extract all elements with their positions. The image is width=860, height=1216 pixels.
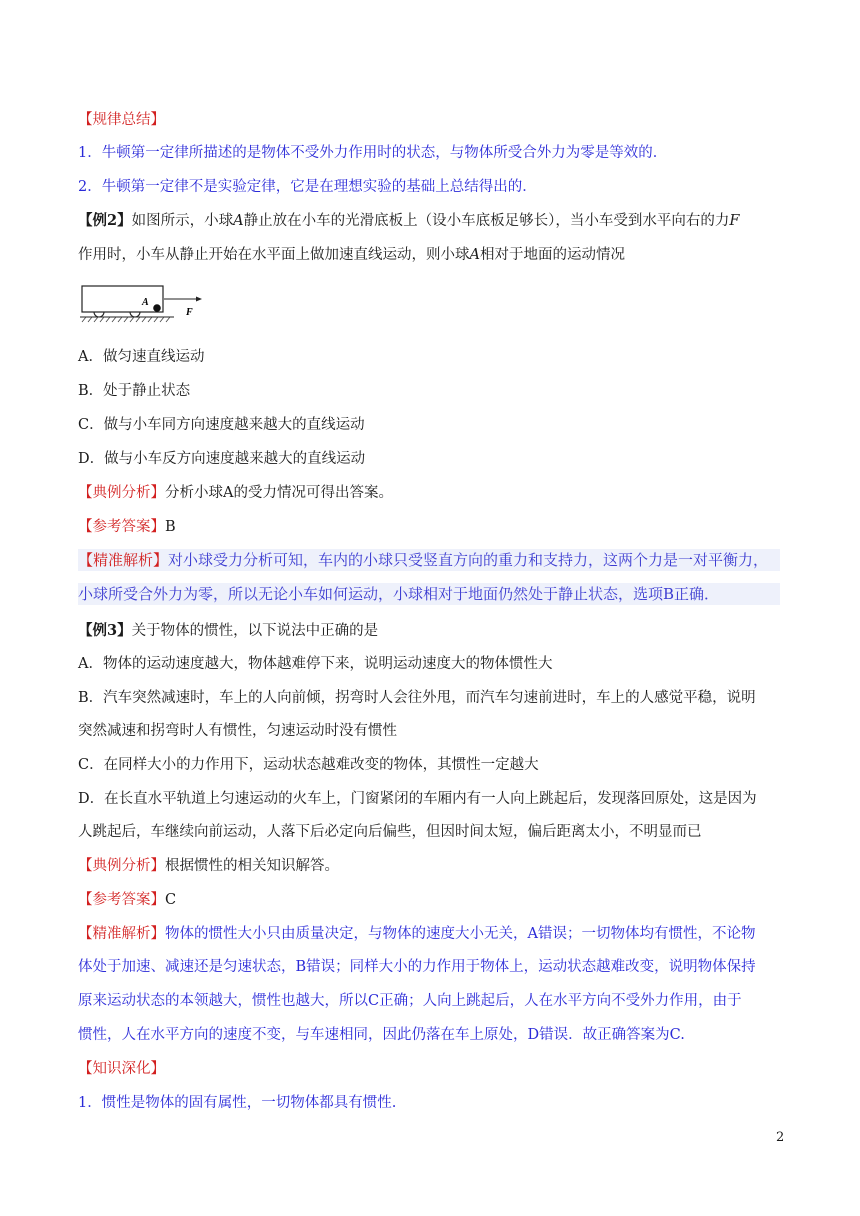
example-2-explanation-line-1: 【精准解析】对小球受力分析可知，车内的小球只受竖直方向的重力和支持力，这两个力是一对平衡力， — [78, 549, 780, 571]
example-3-option-c: C．在同样大小的力作用下，运动状态越难改变的物体，其惯性一定越大 — [78, 757, 539, 773]
example-3-analysis: 【典例分析】根据惯性的相关知识解答。 — [78, 858, 339, 874]
example-3-explanation-line-1: 【精准解析】物体的惯性大小只由质量决定，与物体的速度大小无关，A错误；一切物体均有惯性，不论物 — [78, 926, 756, 942]
answer-tag: 【参考答案】 — [78, 519, 165, 535]
example-3-explanation-line-4: 惯性，人在水平方向的速度不变，与车速相同，因此仍落在车上原处，D错误．故正确答案为C. — [78, 1027, 685, 1043]
example-3-answer: 【参考答案】C — [78, 892, 177, 908]
example-3-explanation-line-2: 体处于加速、减速还是匀速状态，B错误；同样大小的力作用于物体上，运动状态越难改变，说明物体保持 — [78, 959, 756, 975]
ground-hatch — [82, 317, 170, 322]
example-3-explanation-line-3: 原来运动状态的本领越大，惯性也越大，所以C正确；人向上跳起后，人在水平方向不受外力作用，由于 — [78, 993, 742, 1009]
cart-body — [82, 286, 163, 312]
knowledge-point-1: 1．惯性是物体的固有属性，一切物体都具有惯性. — [78, 1095, 397, 1111]
example-2-option-b: B．处于静止状态 — [78, 383, 191, 399]
example-2-explanation-line-2: 小球所受合外力为零，所以无论小车如何运动，小球相对于地面仍然处于静止状态，选项B正确． — [78, 583, 780, 605]
example-2-option-a: A．做匀速直线运动 — [78, 349, 205, 365]
force-arrowhead — [196, 297, 202, 302]
wheel-left — [94, 312, 104, 317]
page-number: 2 — [776, 1130, 785, 1145]
answer-tag: 【参考答案】 — [78, 892, 165, 908]
example-3-option-d-line-1: D．在长直水平轨道上匀速运动的火车上，门窗紧闭的车厢内有一人向上跳起后，发现落回原处，这是因为 — [78, 791, 757, 807]
section-heading-rule-summary: 【规律总结】 — [78, 112, 165, 128]
example-3-option-a: A．物体的运动速度越大，物体越难停下来，说明运动速度大的物体惯性大 — [78, 656, 553, 672]
wheel-right — [130, 312, 140, 317]
section-heading-knowledge-deepening: 【知识深化】 — [78, 1061, 165, 1077]
analysis-tag: 【典例分析】 — [78, 858, 165, 874]
summary-point-2: 2．牛顿第一定律不是实验定律，它是在理想实验的基础上总结得出的． — [78, 179, 537, 195]
example-3-option-d-line-2: 人跳起后，车继续向前运动，人落下后必定向后偏些，但因时间太短，偏后距离太小，不明显而已 — [78, 824, 702, 840]
example-3-option-b-line-2: 突然减速和拐弯时人有惯性，匀速运动时没有惯性 — [78, 723, 397, 739]
example-3-option-b-line-1: B．汽车突然减速时，车上的人向前倾，拐弯时人会往外甩，而汽车匀速前进时，车上的人感觉平稳，说明 — [78, 690, 756, 706]
example-2-question-line-2: 作用时，小车从静止开始在水平面上做加速直线运动，则小球A相对于地面的运动情况 — [78, 247, 625, 263]
summary-point-1: 1．牛顿第一定律所描述的是物体不受外力作用时的状态，与物体所受合外力为零是等效的． — [78, 145, 668, 161]
example-2-tag: 【例2】 — [78, 212, 132, 229]
analysis-tag: 【典例分析】 — [78, 485, 165, 501]
ball-label: A — [142, 297, 149, 308]
example-2-answer: 【参考答案】B — [78, 519, 176, 535]
force-label: F — [186, 307, 193, 318]
ball-a — [153, 304, 161, 312]
explanation-tag: 【精准解析】 — [78, 551, 169, 569]
example-2-analysis: 【典例分析】分析小球A的受力情况可得出答案。 — [78, 485, 393, 501]
example-3-question: 【例3】关于物体的惯性，以下说法中正确的是 — [78, 622, 379, 639]
explanation-tag: 【精准解析】 — [78, 926, 165, 942]
example-3-tag: 【例3】 — [78, 622, 132, 639]
example-2-option-d: D．做与小车反方向速度越来越大的直线运动 — [78, 451, 366, 467]
cart-diagram — [78, 284, 218, 324]
example-2-option-c: C．做与小车同方向速度越来越大的直线运动 — [78, 417, 365, 433]
example-2-question-line-1: 【例2】如图所示，小球A静止放在小车的光滑底板上（设小车底板足够长），当小车受到水平向右的力F — [78, 212, 740, 229]
